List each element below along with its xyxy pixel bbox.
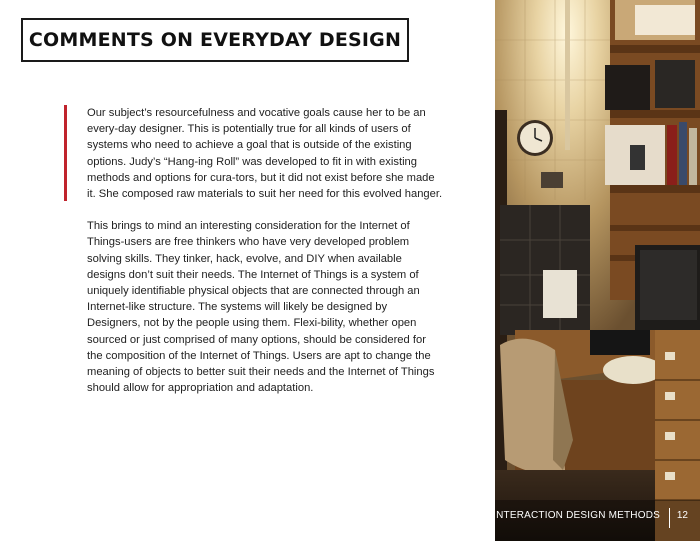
page-number: 12 <box>676 510 688 521</box>
paragraph-2: This brings to mind an interesting consideration for the Internet of Things-users are free thinkers who have very developed problem solving skills. They tinker, hack, evolve, and DIY when available designs don’t suit their needs. The Internet of Things is a system of uniquely identifiable physical objects that are connected through an Internet-like structure. The systems will likely be designed by Designers, not by the people using them. Flexi-bility, whether open sourced or just comprised of many options, should be considered for the composition of the Internet of Things. Users are apt to change the meaning of objects to better suit their needs and the Internet of Things should allow for appropriation and adaptation. <box>87 220 435 395</box>
page-title-box <box>21 18 409 62</box>
footer-divider <box>669 508 670 528</box>
paragraph-1: Our subject’s resourcefulness and vocative goals cause her to be an every-day designer. This is potentially true for all kinds of users of systems who need to achieve a goal that is outside of the existing options. Judy’s “Hang-ing Roll” was developed to fit in with existing methods and options for cura-tors, but it did not exist before she made it. She composed raw materials to suit her need for this evolved hanger. <box>87 107 443 201</box>
body-text <box>87 105 443 396</box>
footer <box>495 506 700 530</box>
section-label: INTERACTION DESIGN METHODS <box>493 510 660 521</box>
accent-bar <box>64 105 67 201</box>
page-title: COMMENTS ON EVERYDAY DESIGN <box>28 28 402 51</box>
office-photo <box>495 0 700 541</box>
